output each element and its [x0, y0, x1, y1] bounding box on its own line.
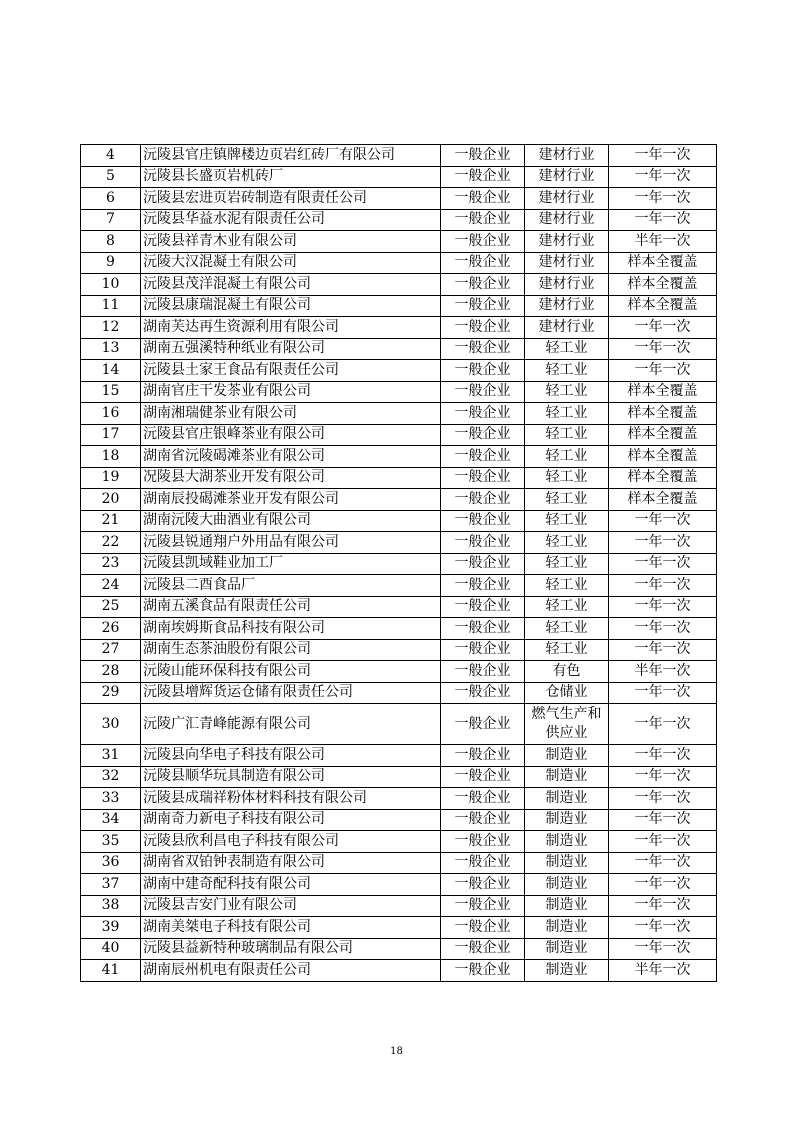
table-row	[81, 895, 717, 917]
frequency-cell: 一年一次	[609, 317, 717, 339]
table-row	[81, 338, 717, 360]
enterprise-type-cell: 一般企业	[441, 917, 525, 939]
enterprise-type-cell: 一般企业	[441, 639, 525, 661]
frequency-cell: 一年一次	[609, 596, 717, 618]
row-number-cell: 19	[81, 467, 141, 489]
table-row	[81, 639, 717, 661]
table-row	[81, 745, 717, 767]
frequency-cell: 一年一次	[609, 788, 717, 810]
row-number-cell: 30	[81, 704, 141, 745]
company-name-cell: 沅陵县祥青木业有限公司	[141, 231, 441, 253]
row-number-cell: 18	[81, 446, 141, 468]
enterprise-type-cell: 一般企业	[441, 446, 525, 468]
enterprise-type-cell: 一般企业	[441, 532, 525, 554]
enterprise-type-cell: 一般企业	[441, 510, 525, 532]
table-row	[81, 618, 717, 640]
industry-cell: 燃气生产和供应业	[525, 704, 609, 745]
frequency-cell: 一年一次	[609, 809, 717, 831]
row-number-cell: 8	[81, 231, 141, 253]
table-row	[81, 532, 717, 554]
industry-cell: 有色	[525, 661, 609, 683]
frequency-cell: 一年一次	[609, 917, 717, 939]
company-name-cell: 沅陵县欣利昌电子科技有限公司	[141, 831, 441, 853]
row-number-cell: 41	[81, 960, 141, 982]
company-name-cell: 沅陵县吉安门业有限公司	[141, 895, 441, 917]
company-name-cell: 沅陵县成瑞祥粉体材料科技有限公司	[141, 788, 441, 810]
enterprise-type-cell: 一般企业	[441, 424, 525, 446]
industry-cell: 制造业	[525, 895, 609, 917]
table-row	[81, 231, 717, 253]
table-row	[81, 381, 717, 403]
enterprise-type-cell: 一般企业	[441, 252, 525, 274]
table-row	[81, 682, 717, 704]
enterprise-type-cell: 一般企业	[441, 874, 525, 896]
frequency-cell: 一年一次	[609, 852, 717, 874]
company-name-cell: 湖南中建奇配科技有限公司	[141, 874, 441, 896]
table-row	[81, 209, 717, 231]
enterprise-type-cell: 一般企业	[441, 381, 525, 403]
frequency-cell: 一年一次	[609, 704, 717, 745]
company-name-cell: 湖南省沅陵碣滩茶业有限公司	[141, 446, 441, 468]
row-number-cell: 23	[81, 553, 141, 575]
enterprise-type-cell: 一般企业	[441, 960, 525, 982]
row-number-cell: 21	[81, 510, 141, 532]
row-number-cell: 20	[81, 489, 141, 511]
table-row	[81, 252, 717, 274]
company-name-cell: 沅陵县土家王食品有限责任公司	[141, 360, 441, 382]
frequency-cell: 一年一次	[609, 895, 717, 917]
industry-cell: 轻工业	[525, 510, 609, 532]
enterprise-type-cell: 一般企业	[441, 596, 525, 618]
row-number-cell: 37	[81, 874, 141, 896]
company-name-cell: 沅陵县凯域鞋业加工厂	[141, 553, 441, 575]
industry-cell: 制造业	[525, 745, 609, 767]
enterprise-type-cell: 一般企业	[441, 489, 525, 511]
row-number-cell: 17	[81, 424, 141, 446]
industry-cell: 建材行业	[525, 231, 609, 253]
table-row	[81, 295, 717, 317]
industry-cell: 建材行业	[525, 145, 609, 167]
table-row	[81, 489, 717, 511]
table-row	[81, 788, 717, 810]
company-name-cell: 湖南埃姆斯食品科技有限公司	[141, 618, 441, 640]
table-row	[81, 704, 717, 745]
industry-cell: 制造业	[525, 766, 609, 788]
row-number-cell: 6	[81, 188, 141, 210]
enterprise-type-cell: 一般企业	[441, 575, 525, 597]
industry-cell: 制造业	[525, 960, 609, 982]
company-name-cell: 湖南辰投碣滩茶业开发有限公司	[141, 489, 441, 511]
row-number-cell: 16	[81, 403, 141, 425]
enterprise-type-cell: 一般企业	[441, 938, 525, 960]
row-number-cell: 12	[81, 317, 141, 339]
row-number-cell: 26	[81, 618, 141, 640]
row-number-cell: 13	[81, 338, 141, 360]
row-number-cell: 7	[81, 209, 141, 231]
frequency-cell: 一年一次	[609, 874, 717, 896]
frequency-cell: 一年一次	[609, 618, 717, 640]
industry-cell: 轻工业	[525, 381, 609, 403]
row-number-cell: 10	[81, 274, 141, 296]
enterprise-type-cell: 一般企业	[441, 145, 525, 167]
row-number-cell: 39	[81, 917, 141, 939]
frequency-cell: 样本全覆盖	[609, 381, 717, 403]
industry-cell: 轻工业	[525, 467, 609, 489]
frequency-cell: 一年一次	[609, 639, 717, 661]
enterprise-type-cell: 一般企业	[441, 809, 525, 831]
industry-cell: 轻工业	[525, 403, 609, 425]
enterprise-table	[80, 144, 717, 982]
industry-cell: 轻工业	[525, 596, 609, 618]
table-row	[81, 938, 717, 960]
company-name-cell: 沅陵县锐通翔户外用品有限公司	[141, 532, 441, 554]
company-name-cell: 沅陵县向华电子科技有限公司	[141, 745, 441, 767]
page-number: 18	[390, 1046, 403, 1057]
company-name-cell: 沅陵山能环保科技有限公司	[141, 661, 441, 683]
frequency-cell: 一年一次	[609, 188, 717, 210]
frequency-cell: 样本全覆盖	[609, 252, 717, 274]
row-number-cell: 40	[81, 938, 141, 960]
row-number-cell: 38	[81, 895, 141, 917]
row-number-cell: 11	[81, 295, 141, 317]
frequency-cell: 样本全覆盖	[609, 489, 717, 511]
industry-cell: 建材行业	[525, 295, 609, 317]
row-number-cell: 9	[81, 252, 141, 274]
company-name-cell: 湖南生态茶油股份有限公司	[141, 639, 441, 661]
row-number-cell: 28	[81, 661, 141, 683]
row-number-cell: 35	[81, 831, 141, 853]
enterprise-type-cell: 一般企业	[441, 166, 525, 188]
company-name-cell: 沅陵县增辉货运仓储有限责任公司	[141, 682, 441, 704]
frequency-cell: 一年一次	[609, 209, 717, 231]
company-name-cell: 湖南五强溪特种纸业有限公司	[141, 338, 441, 360]
enterprise-type-cell: 一般企业	[441, 274, 525, 296]
frequency-cell: 样本全覆盖	[609, 274, 717, 296]
industry-cell: 制造业	[525, 874, 609, 896]
row-number-cell: 24	[81, 575, 141, 597]
company-name-cell: 沅陵县官庄镇牌楼边页岩红砖厂有限公司	[141, 145, 441, 167]
row-number-cell: 4	[81, 145, 141, 167]
company-name-cell: 沅陵县益新特种玻璃制品有限公司	[141, 938, 441, 960]
table-row	[81, 809, 717, 831]
company-name-cell: 沅陵大汉混凝土有限公司	[141, 252, 441, 274]
enterprise-type-cell: 一般企业	[441, 317, 525, 339]
company-name-cell: 沅陵县康瑞混凝土有限公司	[141, 295, 441, 317]
company-name-cell: 沅陵县官庄银峰茶业有限公司	[141, 424, 441, 446]
company-name-cell: 湖南沅陵大曲酒业有限公司	[141, 510, 441, 532]
company-name-cell: 沅陵县宏进页岩砖制造有限责任公司	[141, 188, 441, 210]
enterprise-type-cell: 一般企业	[441, 704, 525, 745]
industry-cell: 轻工业	[525, 639, 609, 661]
industry-cell: 轻工业	[525, 553, 609, 575]
company-name-cell: 湖南辰州机电有限责任公司	[141, 960, 441, 982]
row-number-cell: 15	[81, 381, 141, 403]
enterprise-type-cell: 一般企业	[441, 403, 525, 425]
industry-cell: 轻工业	[525, 360, 609, 382]
frequency-cell: 一年一次	[609, 682, 717, 704]
table-row	[81, 917, 717, 939]
frequency-cell: 半年一次	[609, 661, 717, 683]
frequency-cell: 样本全覆盖	[609, 467, 717, 489]
company-name-cell: 湖南省双铂钟表制造有限公司	[141, 852, 441, 874]
enterprise-type-cell: 一般企业	[441, 852, 525, 874]
company-name-cell: 沅陵县华益水泥有限责任公司	[141, 209, 441, 231]
company-name-cell: 沅陵县长盛页岩机砖厂	[141, 166, 441, 188]
company-name-cell: 湖南官庄干发茶业有限公司	[141, 381, 441, 403]
company-name-cell: 湖南美桀电子科技有限公司	[141, 917, 441, 939]
table-body	[81, 145, 717, 982]
enterprise-type-cell: 一般企业	[441, 895, 525, 917]
row-number-cell: 22	[81, 532, 141, 554]
frequency-cell: 一年一次	[609, 360, 717, 382]
table-row	[81, 852, 717, 874]
industry-cell: 轻工业	[525, 446, 609, 468]
company-name-cell: 湖南奇力新电子科技有限公司	[141, 809, 441, 831]
company-name-cell: 况陵县大湖茶业开发有限公司	[141, 467, 441, 489]
company-name-cell: 沅陵县茂洋混凝土有限公司	[141, 274, 441, 296]
frequency-cell: 样本全覆盖	[609, 446, 717, 468]
frequency-cell: 一年一次	[609, 766, 717, 788]
industry-cell: 制造业	[525, 852, 609, 874]
enterprise-type-cell: 一般企业	[441, 338, 525, 360]
industry-cell: 制造业	[525, 809, 609, 831]
table-row	[81, 145, 717, 167]
table-row	[81, 188, 717, 210]
table-row	[81, 317, 717, 339]
industry-cell: 建材行业	[525, 209, 609, 231]
frequency-cell: 一年一次	[609, 831, 717, 853]
industry-cell: 建材行业	[525, 188, 609, 210]
table-row	[81, 831, 717, 853]
table-row	[81, 360, 717, 382]
table-row	[81, 510, 717, 532]
enterprise-type-cell: 一般企业	[441, 295, 525, 317]
company-name-cell: 湖南湘瑞健茶业有限公司	[141, 403, 441, 425]
enterprise-type-cell: 一般企业	[441, 231, 525, 253]
company-name-cell: 沅陵县二酉食品厂	[141, 575, 441, 597]
enterprise-type-cell: 一般企业	[441, 766, 525, 788]
company-name-cell: 湖南芙达再生资源利用有限公司	[141, 317, 441, 339]
enterprise-type-cell: 一般企业	[441, 618, 525, 640]
enterprise-type-cell: 一般企业	[441, 831, 525, 853]
row-number-cell: 32	[81, 766, 141, 788]
table-row	[81, 874, 717, 896]
enterprise-type-cell: 一般企业	[441, 553, 525, 575]
frequency-cell: 一年一次	[609, 575, 717, 597]
frequency-cell: 一年一次	[609, 166, 717, 188]
row-number-cell: 34	[81, 809, 141, 831]
industry-cell: 建材行业	[525, 274, 609, 296]
industry-cell: 轻工业	[525, 489, 609, 511]
row-number-cell: 14	[81, 360, 141, 382]
row-number-cell: 5	[81, 166, 141, 188]
table-row	[81, 766, 717, 788]
frequency-cell: 样本全覆盖	[609, 403, 717, 425]
table-row	[81, 661, 717, 683]
enterprise-type-cell: 一般企业	[441, 467, 525, 489]
row-number-cell: 31	[81, 745, 141, 767]
frequency-cell: 一年一次	[609, 510, 717, 532]
enterprise-type-cell: 一般企业	[441, 360, 525, 382]
company-name-cell: 沅陵广汇青峰能源有限公司	[141, 704, 441, 745]
industry-cell: 制造业	[525, 831, 609, 853]
industry-cell: 建材行业	[525, 317, 609, 339]
industry-cell: 制造业	[525, 788, 609, 810]
industry-cell: 轻工业	[525, 575, 609, 597]
industry-cell: 仓储业	[525, 682, 609, 704]
table-row	[81, 575, 717, 597]
industry-cell: 轻工业	[525, 424, 609, 446]
table-row	[81, 274, 717, 296]
enterprise-type-cell: 一般企业	[441, 682, 525, 704]
frequency-cell: 一年一次	[609, 145, 717, 167]
table-row	[81, 403, 717, 425]
industry-cell: 制造业	[525, 917, 609, 939]
table-row	[81, 596, 717, 618]
company-name-cell: 沅陵县顺华玩具制造有限公司	[141, 766, 441, 788]
industry-cell: 轻工业	[525, 338, 609, 360]
table-row	[81, 553, 717, 575]
frequency-cell: 样本全覆盖	[609, 424, 717, 446]
enterprise-type-cell: 一般企业	[441, 188, 525, 210]
frequency-cell: 半年一次	[609, 960, 717, 982]
table-row	[81, 166, 717, 188]
frequency-cell: 一年一次	[609, 553, 717, 575]
row-number-cell: 29	[81, 682, 141, 704]
industry-cell: 轻工业	[525, 532, 609, 554]
frequency-cell: 半年一次	[609, 231, 717, 253]
frequency-cell: 一年一次	[609, 938, 717, 960]
table-row	[81, 960, 717, 982]
table-row	[81, 424, 717, 446]
frequency-cell: 一年一次	[609, 338, 717, 360]
industry-cell: 制造业	[525, 938, 609, 960]
industry-cell: 建材行业	[525, 252, 609, 274]
row-number-cell: 33	[81, 788, 141, 810]
frequency-cell: 一年一次	[609, 745, 717, 767]
row-number-cell: 36	[81, 852, 141, 874]
industry-cell: 轻工业	[525, 618, 609, 640]
enterprise-type-cell: 一般企业	[441, 745, 525, 767]
company-name-cell: 湖南五溪食品有限责任公司	[141, 596, 441, 618]
enterprise-type-cell: 一般企业	[441, 788, 525, 810]
table-row	[81, 467, 717, 489]
industry-cell: 建材行业	[525, 166, 609, 188]
row-number-cell: 27	[81, 639, 141, 661]
frequency-cell: 样本全覆盖	[609, 295, 717, 317]
frequency-cell: 一年一次	[609, 532, 717, 554]
enterprise-type-cell: 一般企业	[441, 661, 525, 683]
row-number-cell: 25	[81, 596, 141, 618]
table-row	[81, 446, 717, 468]
enterprise-type-cell: 一般企业	[441, 209, 525, 231]
